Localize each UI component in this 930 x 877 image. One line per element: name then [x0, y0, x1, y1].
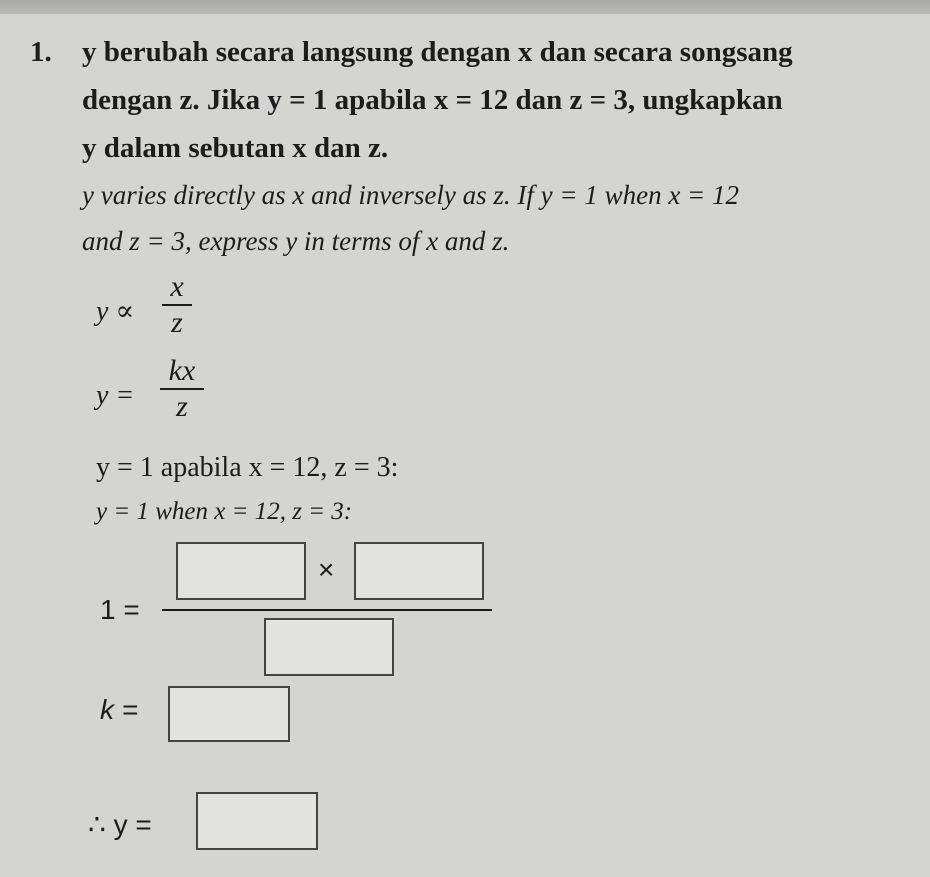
question-number: 1. — [30, 36, 52, 68]
equation-numerator: kx — [168, 354, 196, 387]
condition-english: y = 1 when x = 12, z = 3: — [96, 498, 353, 525]
k-lhs: k = — [100, 694, 139, 725]
answer-box-y[interactable] — [196, 792, 318, 850]
answer-box-k[interactable] — [168, 686, 290, 742]
proportion-fraction — [162, 270, 192, 340]
question-english-line-1: y varies directly as x and inversely as z. If y = 1 when x = 12 — [82, 180, 740, 210]
equation-lhs: y = — [96, 380, 135, 411]
question-malay-line-3: y dalam sebutan x dan z. — [82, 132, 389, 164]
times-sign: × — [318, 554, 335, 585]
question-malay-line-2: dengan z. Jika y = 1 apabila x = 12 dan z = 3, ungkapkan — [82, 84, 783, 116]
answer-box-denominator[interactable] — [264, 618, 394, 676]
therefore-lhs: ∴ y = — [88, 809, 152, 840]
fraction-bar — [162, 609, 492, 611]
substitution-lhs: 1 = — [100, 594, 140, 625]
question-malay-line-1: y berubah secara langsung dengan x dan secara songsang — [82, 36, 793, 68]
question-english-line-2: and z = 3, express y in terms of x and z. — [82, 226, 510, 256]
equation-denominator: z — [176, 390, 188, 423]
worksheet-page — [0, 14, 930, 877]
proportion-lhs: y ∝ — [96, 296, 135, 327]
proportion-numerator: x — [170, 270, 184, 303]
answer-box-numerator-1[interactable] — [176, 542, 306, 600]
equation-fraction — [160, 354, 204, 424]
condition-malay: y = 1 apabila x = 12, z = 3: — [96, 452, 399, 483]
answer-box-numerator-2[interactable] — [354, 542, 484, 600]
proportion-denominator: z — [171, 306, 183, 339]
